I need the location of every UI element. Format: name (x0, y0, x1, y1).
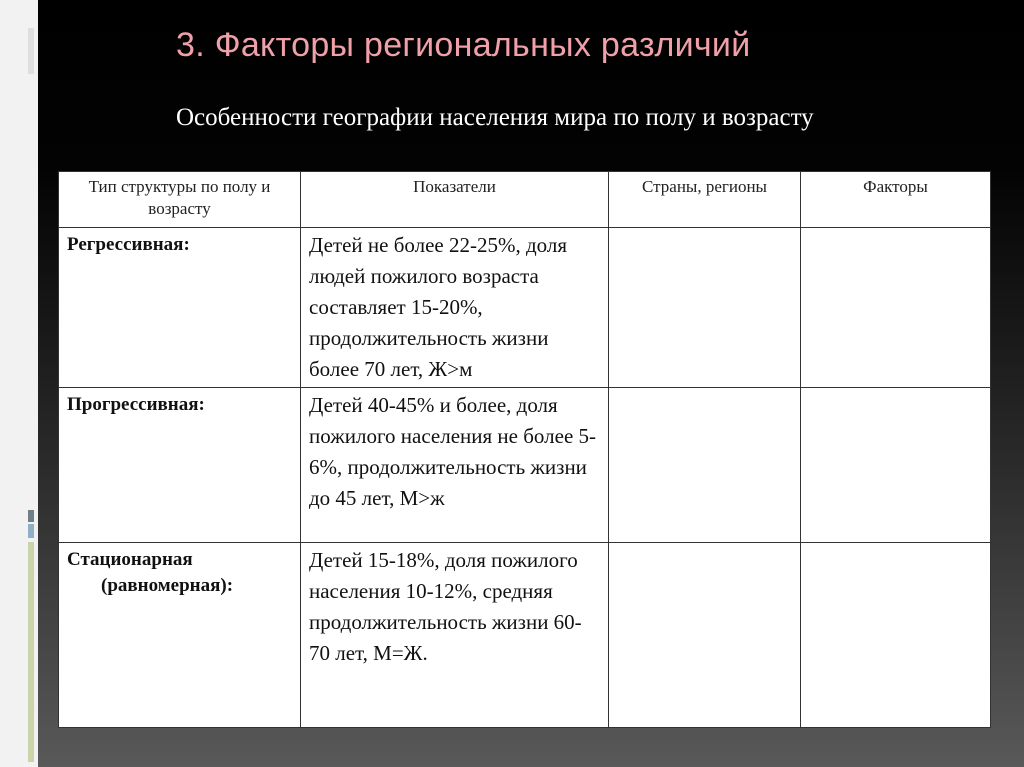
countries-cell (609, 388, 801, 543)
population-structure-table (58, 171, 991, 728)
factors-cell (801, 228, 991, 388)
indicators-cell: Детей 40-45% и более, доля пожилого населения не более 5-6%, продолжительность жизни до 45 лет, М>ж (301, 388, 609, 543)
structure-type-label: Стационарная (67, 549, 193, 570)
table-row (59, 228, 991, 388)
countries-cell (609, 228, 801, 388)
structure-type-stationary (59, 543, 301, 728)
factors-cell (801, 388, 991, 543)
table-row (59, 543, 991, 728)
slide-subtitle: Особенности географии населения мира по полу и возрасту (176, 104, 814, 131)
indicators-cell: Детей не более 22-25%, доля людей пожилого возраста составляет 15-20%, продолжительность жизни более 70 лет, Ж>м (301, 228, 609, 388)
structure-type-label-extra: (равномерная): (101, 575, 234, 596)
column-header-factors: Факторы (801, 172, 991, 228)
structure-type-progressive: Прогрессивная: (59, 388, 301, 543)
slide-title: 3. Факторы региональных различий (176, 26, 751, 64)
table-header-row (59, 172, 991, 228)
table-row (59, 388, 991, 543)
column-header-type: Тип структуры по полу и возрасту (59, 172, 301, 228)
decorative-bar (28, 524, 34, 538)
decorative-left-strip (0, 0, 38, 767)
decorative-bar (28, 542, 34, 762)
factors-cell (801, 543, 991, 728)
column-header-indicators: Показатели (301, 172, 609, 228)
column-header-countries: Страны, регионы (609, 172, 801, 228)
decorative-bar (28, 28, 34, 74)
decorative-bar (28, 510, 34, 522)
indicators-cell: Детей 15-18%, доля пожилого населения 10-12%, средняя продолжительность жизни 60-70 лет, М=Ж. (301, 543, 609, 728)
countries-cell (609, 543, 801, 728)
structure-type-regressive: Регрессивная: (59, 228, 301, 388)
